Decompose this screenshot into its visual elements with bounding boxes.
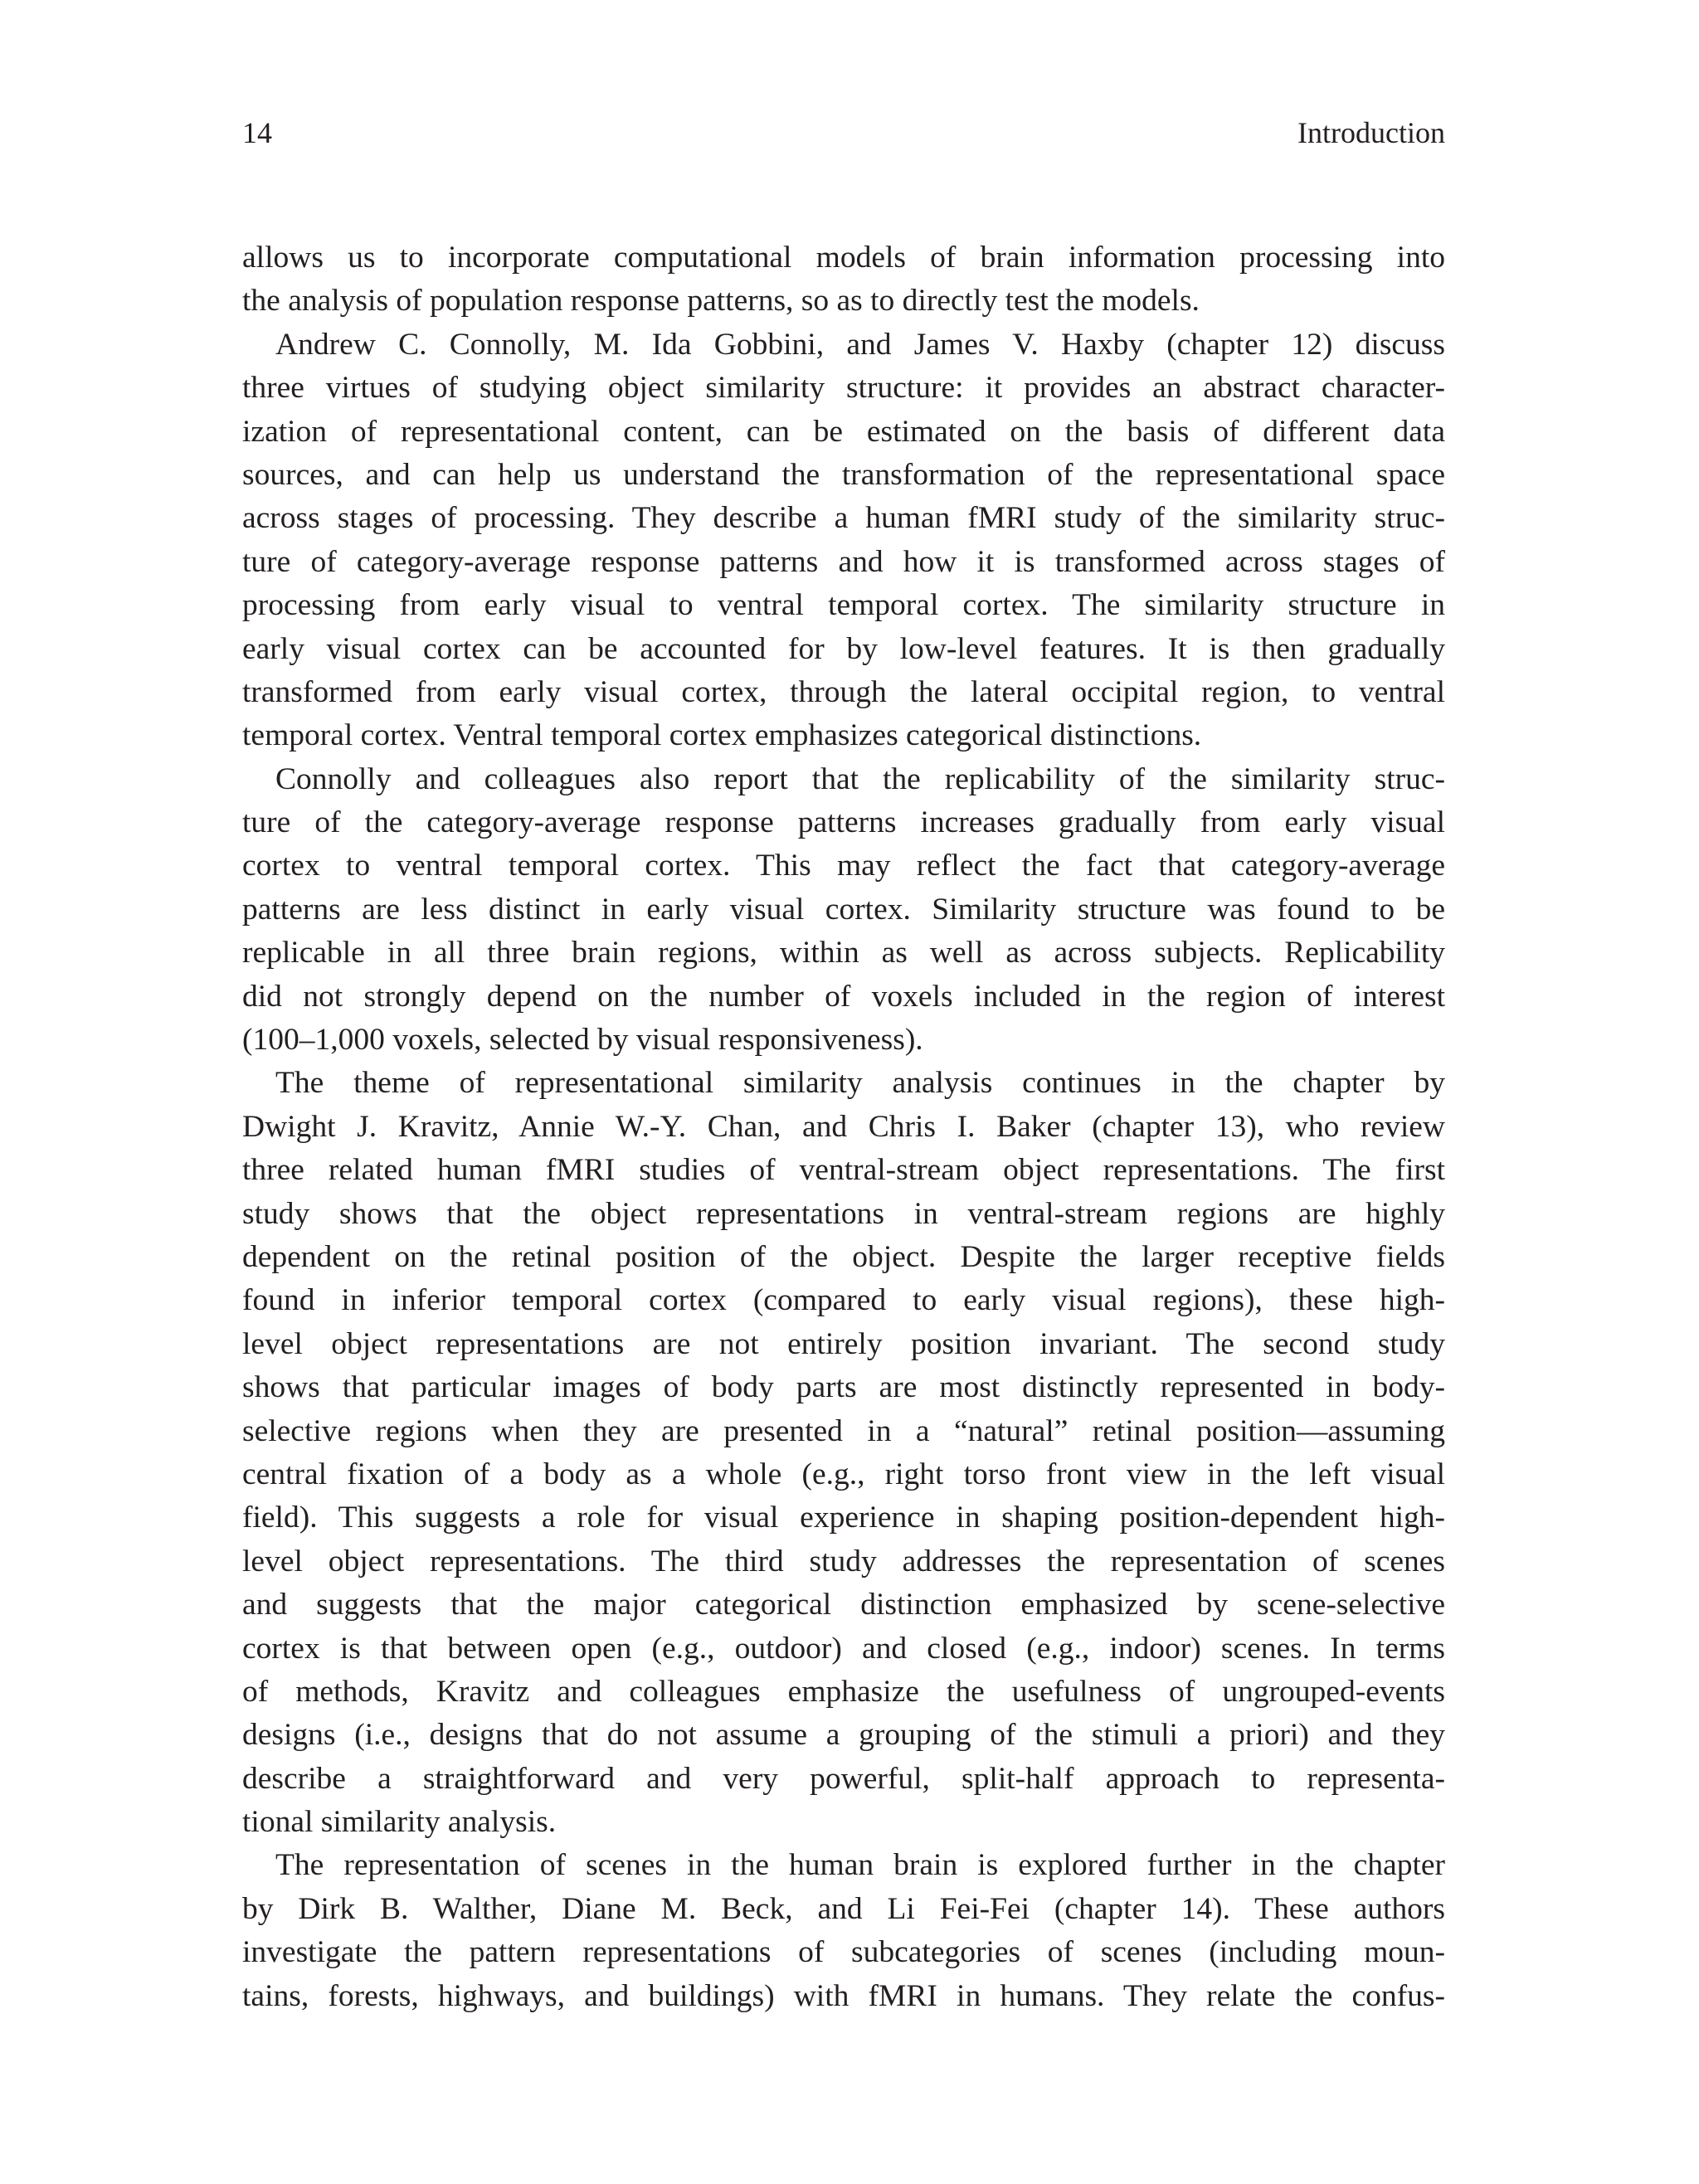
paragraph: [242, 236, 1445, 323]
text-line: patterns are less distinct in early visual cortex. Similarity structure was found to be: [242, 892, 1445, 927]
text-line: dependent on the retinal position of the object. Despite the larger receptive fields: [242, 1239, 1445, 1274]
text-line: cortex to ventral temporal cortex. This may reflect the fact that category-average: [242, 849, 1445, 883]
text-line: of methods, Kravitz and colleagues emphasize the usefulness of ungrouped-events: [242, 1674, 1445, 1709]
text-line: (100–1,000 voxels, selected by visual responsiveness).: [242, 1023, 923, 1058]
text-line: three related human fMRI studies of ventral-stream object representations. The first: [242, 1153, 1445, 1188]
paragraph: [242, 1844, 1445, 2018]
text-line: The representation of scenes in the human brain is explored further in the chapter: [275, 1848, 1445, 1883]
text-line: did not strongly depend on the number of voxels included in the region of interest: [242, 979, 1445, 1014]
text-line: ture of the category-average response patterns increases gradually from early visual: [242, 805, 1445, 840]
text-line: early visual cortex can be accounted for by low-level features. It is then gradually: [242, 631, 1445, 666]
text-line: and suggests that the major categorical distinction emphasized by scene-selective: [242, 1588, 1445, 1622]
text-line: transformed from early visual cortex, through the lateral occipital region, to ventral: [242, 674, 1445, 709]
text-line: replicable in all three brain regions, within as well as across subjects. Replicability: [242, 936, 1445, 970]
text-line: ture of category-average response patterns and how it is transformed across stages of: [242, 544, 1445, 579]
text-line: the analysis of population response patterns, so as to directly test the models.: [242, 284, 1200, 319]
text-line: across stages of processing. They describe a human fMRI study of the similarity struc-: [242, 501, 1445, 536]
body-text: [242, 236, 1445, 2018]
running-head: [242, 114, 1445, 151]
text-line: selective regions when they are presented in a “natural” retinal position—assuming: [242, 1413, 1445, 1448]
text-line: tional similarity analysis.: [242, 1805, 557, 1840]
text-line: by Dirk B. Walther, Diane M. Beck, and Li Fei-Fei (chapter 14). These authors: [242, 1891, 1445, 1926]
text-line: Dwight J. Kravitz, Annie W.-Y. Chan, and Chris I. Baker (chapter 13), who review: [242, 1109, 1445, 1144]
text-line: Andrew C. Connolly, M. Ida Gobbini, and James V. Haxby (chapter 12) discuss: [275, 327, 1445, 362]
text-line: The theme of representational similarity analysis continues in the chapter by: [275, 1066, 1445, 1101]
text-line: sources, and can help us understand the transformation of the representational space: [242, 457, 1445, 492]
text-line: level object representations are not entirely position invariant. The second study: [242, 1326, 1445, 1361]
text-line: temporal cortex. Ventral temporal cortex emphasizes categorical distinctions.: [242, 718, 1202, 753]
text-line: central fixation of a body as a whole (e.g., right torso front view in the left visual: [242, 1457, 1445, 1491]
text-line: study shows that the object representations in ventral-stream regions are highly: [242, 1196, 1445, 1231]
text-line: found in inferior temporal cortex (compared to early visual regions), these high-: [242, 1283, 1445, 1318]
text-line: tains, forests, highways, and buildings) with fMRI in humans. They relate the confus-: [242, 1978, 1445, 2013]
text-line: designs (i.e., designs that do not assume a grouping of the stimuli a priori) and they: [242, 1718, 1445, 1753]
text-line: field). This suggests a role for visual experience in shaping position-dependent high-: [242, 1501, 1445, 1535]
text-line: cortex is that between open (e.g., outdoor) and closed (e.g., indoor) scenes. In terms: [242, 1631, 1445, 1666]
text-line: Connolly and colleagues also report that the replicability of the similarity struc-: [275, 761, 1445, 796]
text-line: ization of representational content, can be estimated on the basis of different data: [242, 414, 1445, 449]
text-line: shows that particular images of body parts are most distinctly represented in body-: [242, 1370, 1445, 1405]
paragraph: [242, 1062, 1445, 1844]
paragraph: [242, 758, 1445, 1063]
text-line: level object representations. The third study addresses the representation of scenes: [242, 1544, 1445, 1578]
text-line: three virtues of studying object similarity structure: it provides an abstract character-: [242, 371, 1445, 406]
text-line: describe a straightforward and very powerful, split-half approach to representa-: [242, 1761, 1445, 1796]
text-line: processing from early visual to ventral temporal cortex. The similarity structure in: [242, 588, 1445, 623]
running-title: Introduction: [1297, 116, 1445, 149]
page-number: 14: [242, 116, 272, 149]
text-line: allows us to incorporate computational models of brain information processing into: [242, 241, 1445, 275]
paragraph: [242, 323, 1445, 758]
text-line: investigate the pattern representations of subcategories of scenes (including moun-: [242, 1935, 1445, 1970]
